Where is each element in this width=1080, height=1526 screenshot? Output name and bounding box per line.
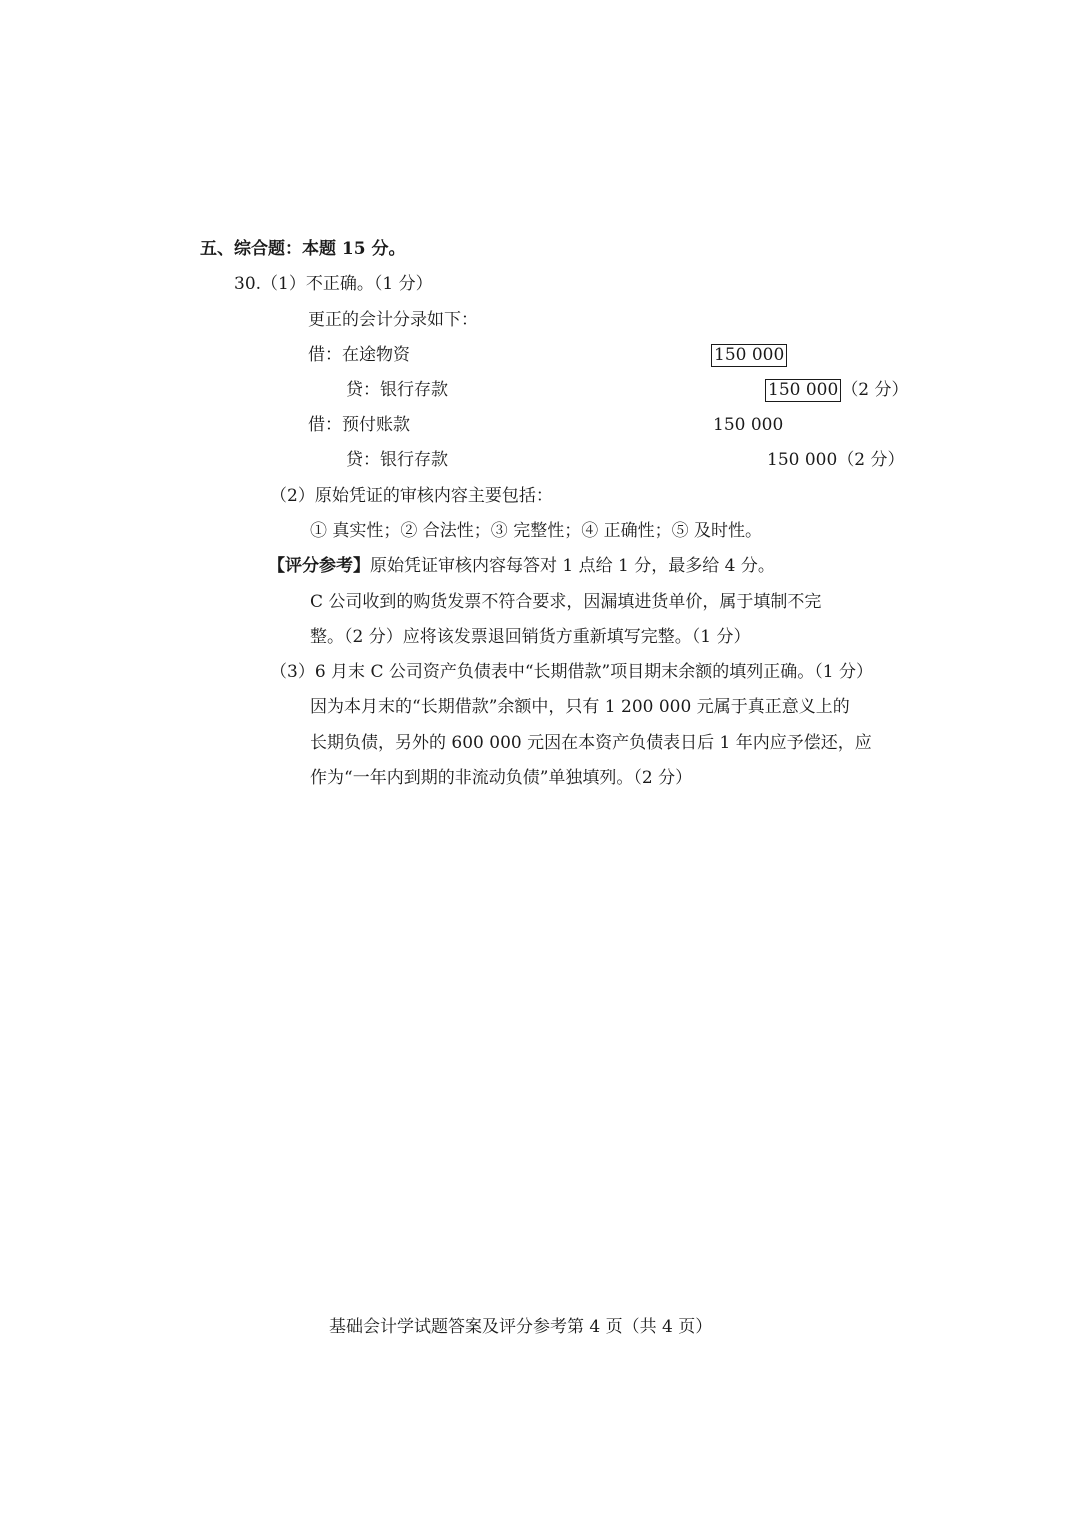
part2-extra-line1: C 公司收到的购货发票不符合要求，因漏填进货单价，属于填制不完 — [310, 592, 822, 612]
part3-line3: 长期负债，另外的 600 000 元因在本资产负债表日后 1 年内应予偿还，应 — [310, 733, 872, 753]
entry-3-account-name: 预付账款 — [342, 415, 410, 435]
entry-3-side: 借： — [308, 415, 342, 435]
section-title: 五、综合题：本题 15 分。 — [200, 239, 406, 259]
part1-answer: 不正确。（1 分） — [305, 274, 433, 294]
part2-label: （2） — [270, 486, 315, 506]
part2-line — [270, 484, 553, 508]
question-number: 30. — [234, 274, 262, 294]
entry-1-debit — [711, 343, 787, 367]
entry-2-credit-amount: 150 000 — [765, 379, 841, 402]
entry-2-account-name: 银行存款 — [380, 380, 448, 400]
part2-items: ① 真实性；② 合法性；③ 完整性；④ 正确性；⑤ 及时性。 — [310, 521, 763, 541]
q30-part1-line — [234, 272, 433, 296]
entry-2-credit — [765, 378, 909, 402]
entry-2-account — [346, 378, 448, 402]
part3-line1 — [270, 660, 873, 684]
part2-extra-line2: 整。（2 分）应将该发票退回销货方重新填写完整。（1 分） — [310, 627, 751, 647]
scoring-reference — [268, 554, 775, 578]
entry-1-account-name: 在途物资 — [342, 345, 410, 365]
entry-4-credit — [767, 448, 905, 472]
scoring-reference-label: 【评分参考】 — [268, 556, 370, 576]
scoring-reference-text: 原始凭证审核内容每答对 1 点给 1 分，最多给 4 分。 — [370, 556, 775, 576]
entry-4-credit-amount: 150 000 — [767, 450, 838, 470]
entry-2-score: （2 分） — [841, 380, 909, 400]
part3-line4: 作为“一年内到期的非流动负债”单独填列。（2 分） — [310, 768, 693, 788]
part2-text: 原始凭证的审核内容主要包括： — [314, 486, 553, 506]
entry-1-side: 借： — [308, 345, 342, 365]
entry-3-debit-amount: 150 000 — [713, 415, 784, 435]
correction-intro: 更正的会计分录如下： — [308, 310, 478, 330]
entry-1-debit-amount: 150 000 — [711, 344, 787, 367]
entry-2-side: 贷： — [346, 380, 380, 400]
part3-line2: 因为本月末的“长期借款”余额中，只有 1 200 000 元属于真正意义上的 — [310, 697, 850, 717]
part3-line1-text: 6 月末 C 公司资产负债表中“长期借款”项目期末余额的填列正确。（1 分） — [314, 662, 873, 682]
entry-4-account-name: 银行存款 — [380, 450, 448, 470]
part1-label: （1） — [261, 274, 306, 294]
entry-1-account — [308, 343, 410, 367]
entry-3-account — [308, 413, 410, 437]
page-footer: 基础会计学试题答案及评分参考第 4 页（共 4 页） — [329, 1317, 713, 1337]
part3-label: （3） — [270, 662, 315, 682]
entry-4-account — [346, 448, 448, 472]
entry-4-score: （2 分） — [837, 450, 905, 470]
entry-4-side: 贷： — [346, 450, 380, 470]
